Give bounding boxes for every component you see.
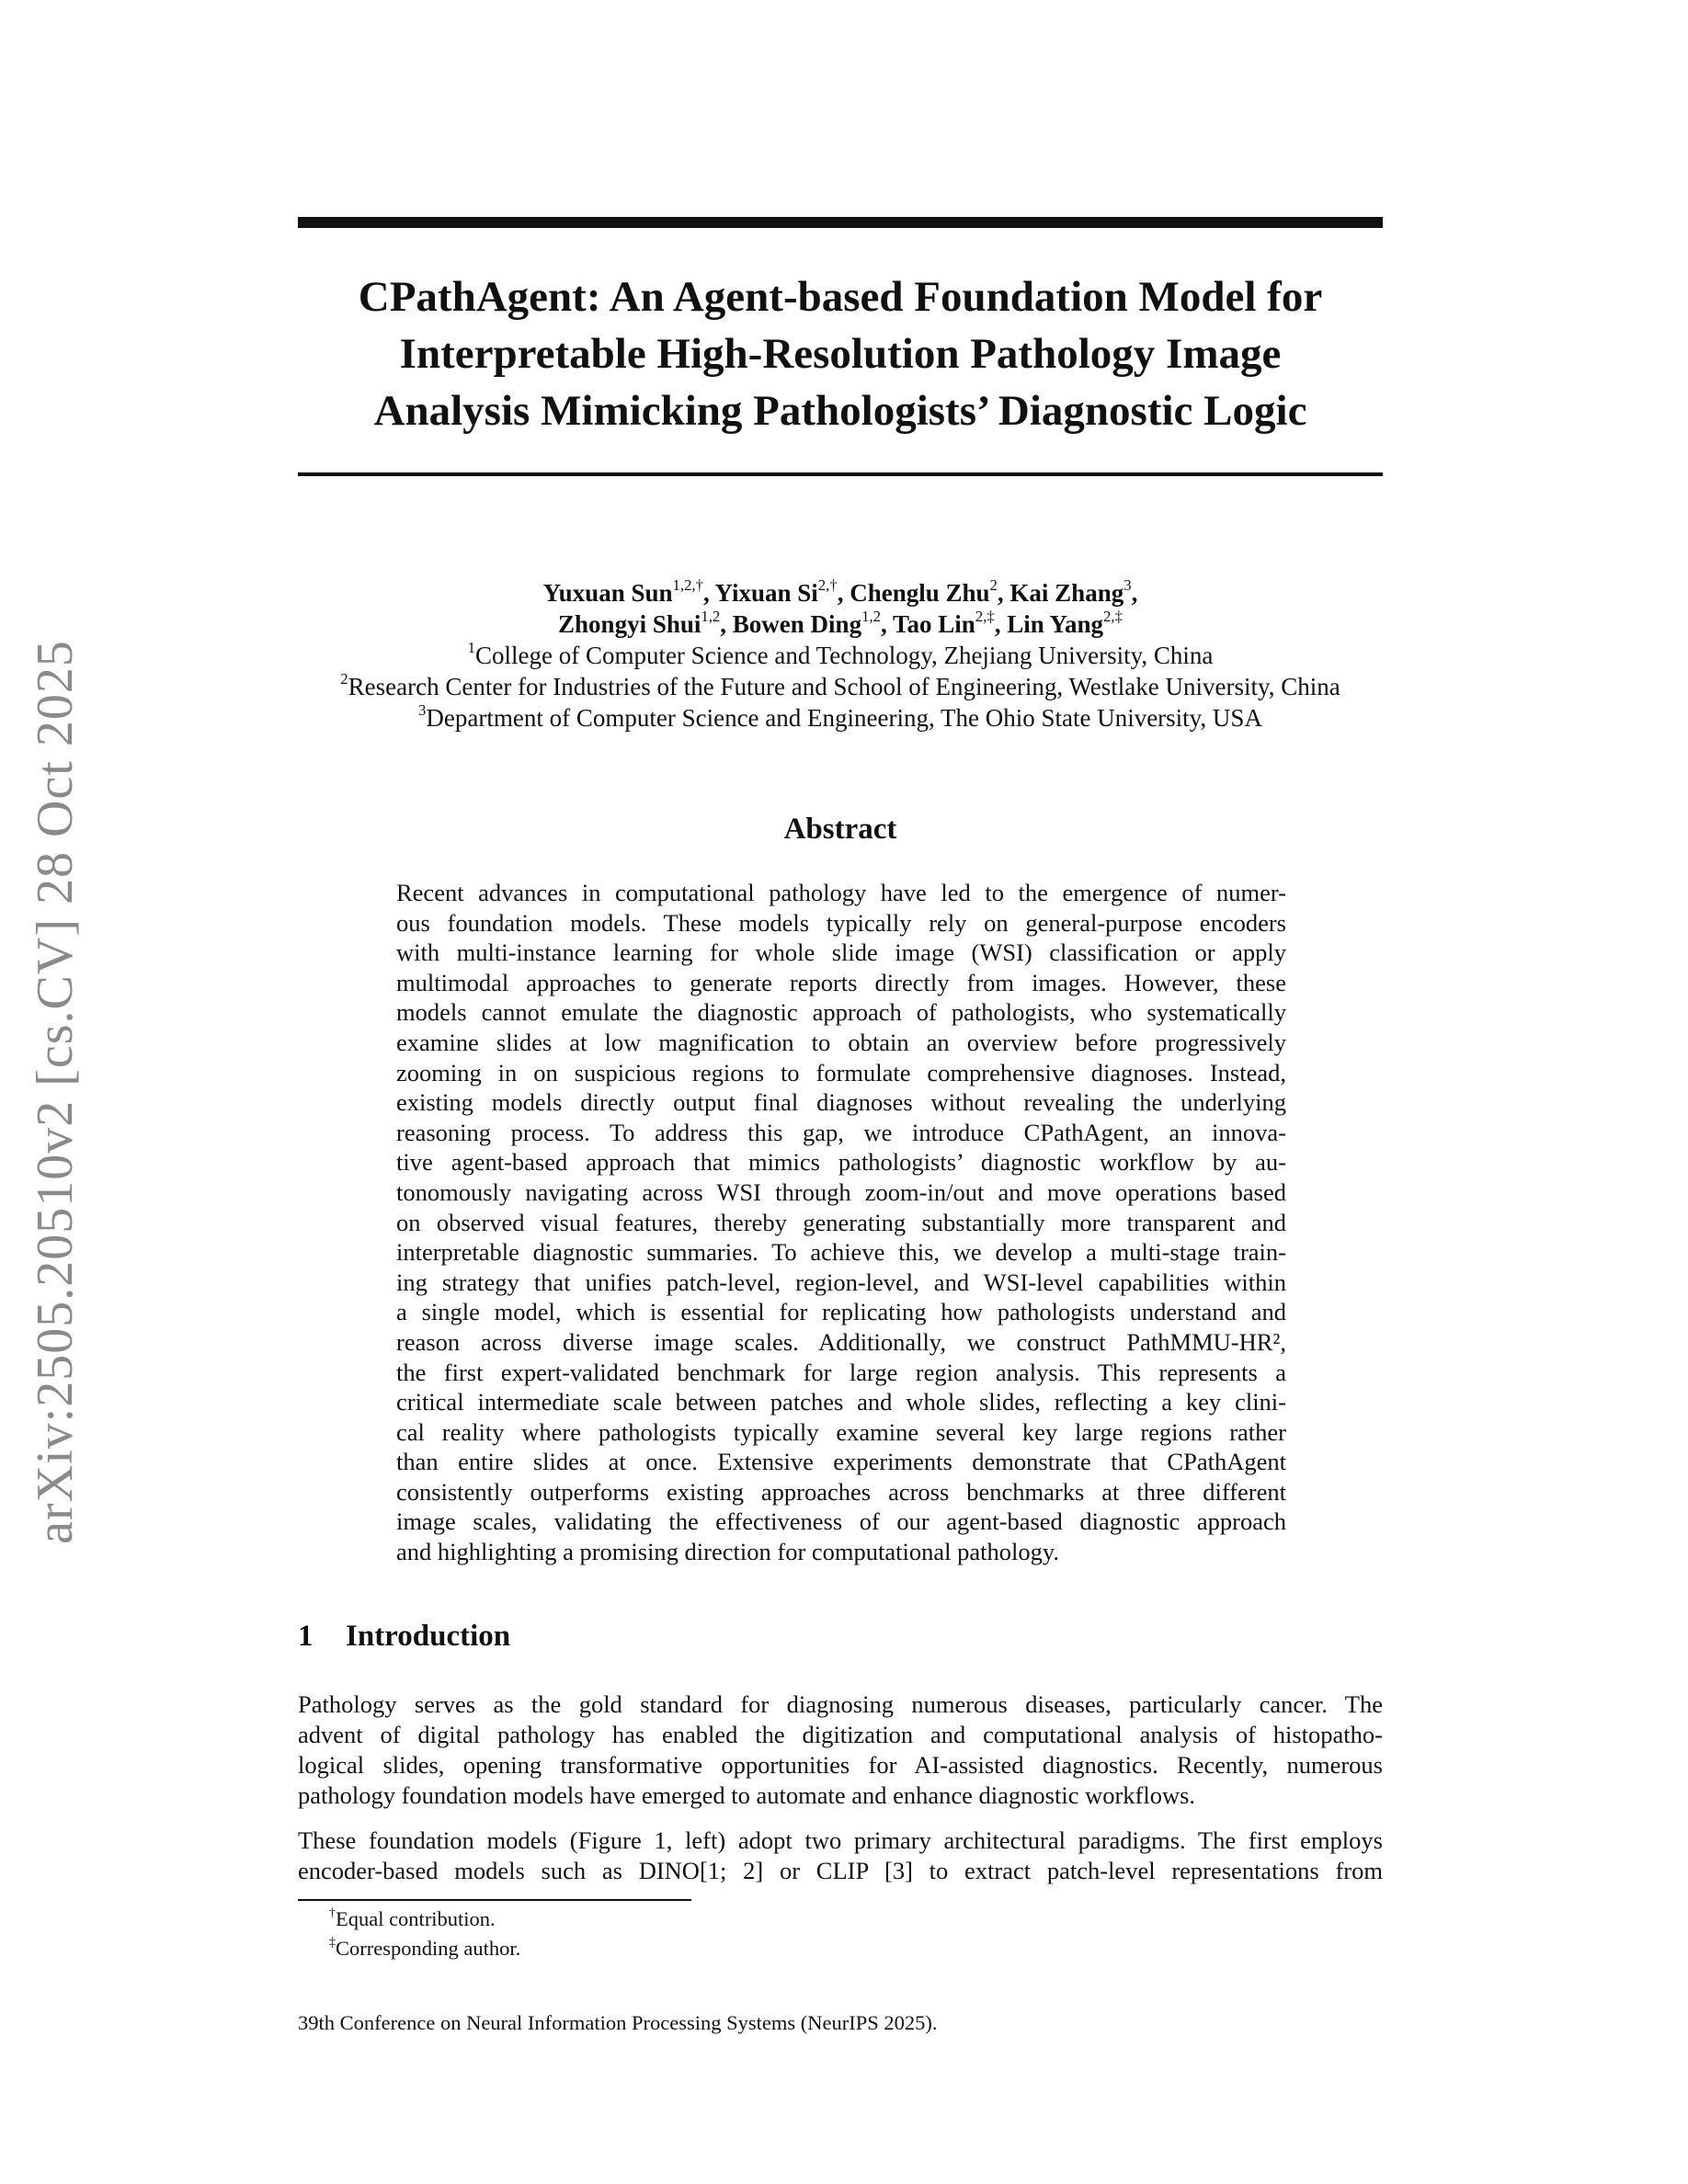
author-affiliation-mark: 2 <box>989 576 998 595</box>
author-line <box>276 577 1405 609</box>
footnote-mark: † <box>329 1906 336 1921</box>
author-name: Zhongyi Shui <box>558 610 701 638</box>
abstract-line: examine slides at low magnification to obtain an overview before progressively <box>396 1028 1286 1056</box>
abstract-line: tonomously navigating across WSI through zoom-in/out and move operations based <box>396 1177 1286 1206</box>
title-line: Interpretable High-Resolution Pathology Image <box>399 330 1282 378</box>
author-name: Yuxuan Sun <box>542 579 673 607</box>
title-line: Analysis Mimicking Pathologists’ Diagnostic Logic <box>373 387 1307 435</box>
paragraph-line: These foundation models (Figure 1, left) adopt two primary architectural paradigms. The first employs <box>298 1826 1383 1854</box>
author-separator: , <box>720 610 733 638</box>
footnote-text: Equal contribution. <box>335 1907 496 1930</box>
paper-title <box>298 268 1383 439</box>
author-name: Tao Lin <box>893 610 975 638</box>
abstract-line: cal reality where pathologists typically examine several key large regions rather <box>396 1417 1286 1446</box>
title-rule-bottom <box>298 472 1383 476</box>
footnote-mark: ‡ <box>329 1936 336 1951</box>
footnote-rule <box>298 1899 691 1901</box>
affiliation-text: Research Center for Industries of the Future and School of Engineering, Westlake University, China <box>348 673 1340 700</box>
author-block <box>276 577 1405 734</box>
affiliation-mark: 1 <box>467 639 475 657</box>
affiliation <box>276 640 1405 671</box>
arxiv-identifier: arXiv:2505.20510v2 [cs.CV] 28 Oct 2025 <box>27 640 84 1544</box>
author-separator: , <box>997 579 1010 607</box>
author-affiliation-mark: 1,2 <box>701 608 721 626</box>
affiliation-mark: 3 <box>418 701 427 720</box>
abstract-line: reasoning process. To address this gap, we introduce CPathAgent, an innova- <box>396 1118 1286 1146</box>
abstract-line: Recent advances in computational pathology have led to the emergence of numer- <box>396 879 1286 906</box>
abstract-line: the first expert-validated benchmark for large region analysis. This represents a <box>396 1358 1286 1386</box>
abstract-line: than entire slides at once. Extensive experiments demonstrate that CPathAgent <box>396 1448 1286 1476</box>
abstract-line: consistently outperforms existing approaches across benchmarks at three different <box>396 1477 1286 1506</box>
abstract-line: multimodal approaches to generate reports directly from images. However, these <box>396 968 1286 996</box>
paragraph-line: pathology foundation models have emerged to automate and enhance diagnostic workflows. <box>298 1781 1196 1809</box>
abstract-line: with multi-instance learning for whole slide image (WSI) classification or apply <box>396 938 1286 967</box>
footnote <box>329 1934 520 1963</box>
abstract-line: models cannot emulate the diagnostic approach of pathologists, who systematically <box>396 998 1286 1027</box>
affiliation <box>276 671 1405 702</box>
affiliation <box>276 702 1405 734</box>
author-affiliation-mark: 3 <box>1123 576 1132 595</box>
intro-paragraph <box>298 1826 1383 1886</box>
author-name: Chenglu Zhu <box>850 579 990 607</box>
venue-note: 39th Conference on Neural Information Processing Systems (NeurIPS 2025). <box>298 2011 938 2034</box>
author-affiliation-mark: 1,2,† <box>672 576 703 595</box>
abstract-line: on observed visual features, thereby generating substantially more transparent and <box>396 1208 1286 1236</box>
author-affiliation-mark: 2,† <box>817 576 838 595</box>
paragraph-line: logical slides, opening transformative opportunities for AI-assisted diagnostics. Recently, numerous <box>298 1751 1383 1779</box>
author-separator: , <box>837 579 850 607</box>
affiliation-text: Department of Computer Science and Engineering, The Ohio State University, USA <box>426 704 1262 732</box>
affiliation-text: College of Computer Science and Technology, Zhejiang University, China <box>474 642 1214 669</box>
title-rule-top <box>298 217 1383 228</box>
paragraph-line: Pathology serves as the gold standard for diagnosing numerous diseases, particularly cancer. The <box>298 1690 1383 1718</box>
author-name: Yixuan Si <box>714 579 818 607</box>
abstract-line: and highlighting a promising direction for computational pathology. <box>396 1538 1060 1566</box>
abstract-line: image scales, validating the effectiveness of our agent-based diagnostic approach <box>396 1507 1286 1536</box>
author-name: Bowen Ding <box>732 610 862 638</box>
abstract-line: zooming in on suspicious regions to formulate comprehensive diagnoses. Instead, <box>396 1058 1286 1086</box>
section-title: Introduction <box>346 1620 511 1653</box>
title-line: CPathAgent: An Agent-based Foundation Model for <box>358 273 1323 321</box>
abstract-body <box>396 878 1286 1567</box>
abstract-line: interpretable diagnostic summaries. To achieve this, we develop a multi-stage train- <box>396 1238 1286 1267</box>
author-line <box>276 609 1405 640</box>
section-number: 1 <box>298 1620 314 1653</box>
section-heading-introduction <box>298 1620 510 1654</box>
abstract-line: critical intermediate scale between patches and whole slides, reflecting a key clini- <box>396 1388 1286 1416</box>
author-affiliation-mark: 1,2 <box>861 608 881 626</box>
footnotes <box>329 1905 520 1963</box>
footnote <box>329 1905 520 1934</box>
abstract-line: a single model, which is essential for replicating how pathologists understand and <box>396 1298 1286 1326</box>
author-separator: , <box>1131 579 1138 607</box>
abstract-heading: Abstract <box>783 813 897 846</box>
abstract-line: ing strategy that unifies patch-level, region-level, and WSI-level capabilities within <box>396 1268 1286 1296</box>
affiliation-mark: 2 <box>340 670 348 688</box>
intro-paragraph <box>298 1689 1383 1811</box>
paragraph-line: advent of digital pathology has enabled the digitization and computational analysis of histopatho- <box>298 1721 1383 1748</box>
author-separator: , <box>702 579 715 607</box>
author-name: Lin Yang <box>1007 610 1104 638</box>
abstract-line: ous foundation models. These models typically rely on general-purpose encoders <box>396 908 1286 937</box>
footnote-text: Corresponding author. <box>335 1937 521 1960</box>
abstract-line: existing models directly output final diagnoses without revealing the underlying <box>396 1088 1286 1117</box>
author-separator: , <box>881 610 894 638</box>
abstract-line: reason across diverse image scales. Additionally, we construct PathMMU-HR², <box>396 1327 1286 1356</box>
author-name: Kai Zhang <box>1009 579 1124 607</box>
author-separator: , <box>994 610 1008 638</box>
author-affiliation-mark: 2,‡ <box>975 608 995 626</box>
abstract-line: tive agent-based approach that mimics pathologists’ diagnostic workflow by au- <box>396 1148 1286 1177</box>
paragraph-line: encoder-based models such as DINO[1; 2] or CLIP [3] to extract patch-level representations from <box>298 1857 1383 1884</box>
author-affiliation-mark: 2,‡ <box>1103 608 1123 626</box>
